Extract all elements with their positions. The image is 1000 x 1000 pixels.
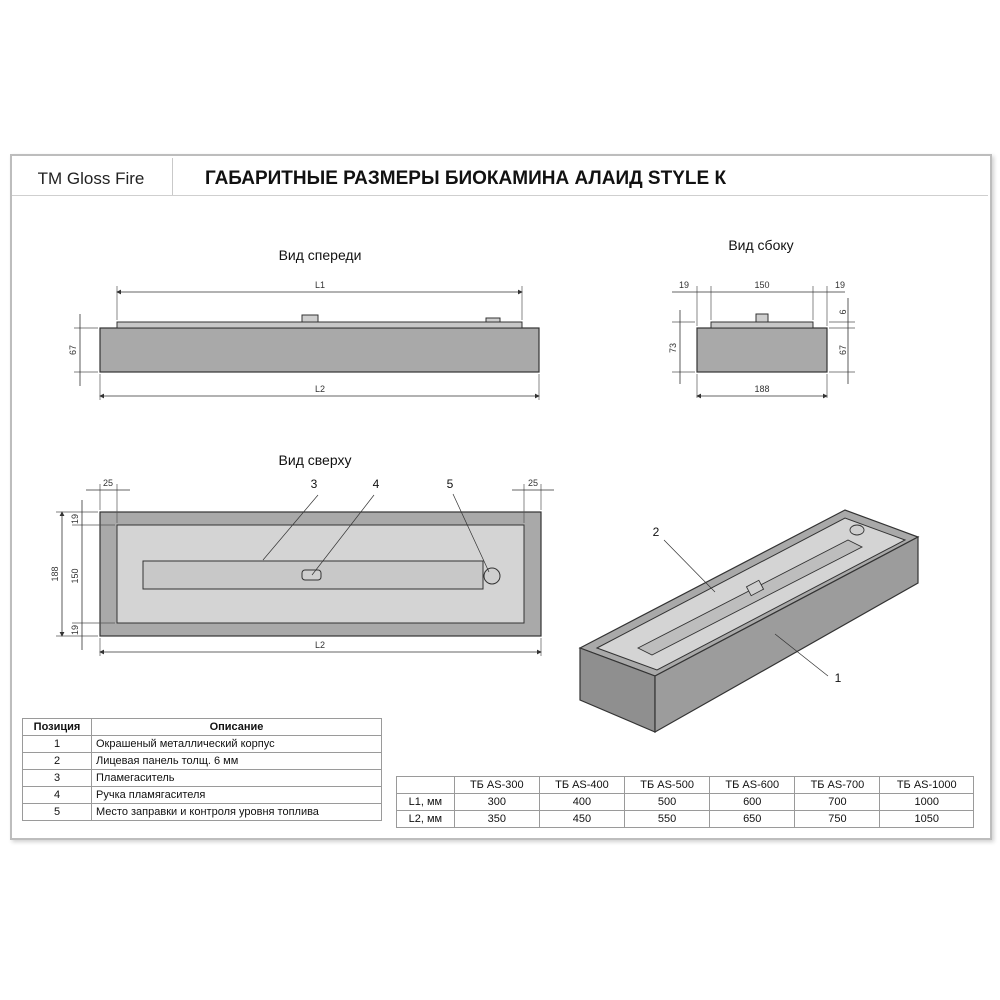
front-body (100, 328, 539, 372)
front-h-label: 67 (68, 344, 78, 356)
table-row (23, 753, 382, 770)
table-cell: 600 (710, 794, 795, 811)
models-table (396, 776, 974, 828)
top-dim-depth: 188 (50, 566, 60, 582)
position-description: Пламегаситель (92, 770, 382, 787)
callout-1-label: 1 (834, 671, 842, 685)
position-description: Место заправки и контроля уровня топлива (92, 804, 382, 821)
position-number: 1 (23, 736, 92, 753)
table-cell: 450 (539, 811, 624, 828)
callout-3-label: 3 (310, 477, 318, 491)
side-body (697, 328, 827, 372)
top-dim-inner: 150 (70, 568, 80, 584)
callout-5-label: 5 (446, 477, 454, 491)
position-description: Окрашеный металлический корпус (92, 736, 382, 753)
top-handle (302, 570, 321, 580)
models-header-model: ТБ AS-700 (795, 777, 880, 794)
position-description: Ручка пламягасителя (92, 787, 382, 804)
models-header-model: ТБ AS-600 (710, 777, 795, 794)
table-row (397, 811, 974, 828)
positions-header-row (23, 719, 382, 736)
callout-4-label: 4 (372, 477, 380, 491)
table-row (23, 804, 382, 821)
side-dim-total: 188 (754, 384, 770, 394)
positions-header-pos: Позиция (23, 719, 92, 736)
positions-table (22, 718, 382, 821)
front-panel (117, 322, 522, 328)
side-handle (756, 314, 768, 322)
table-cell: 750 (795, 811, 880, 828)
table-cell: 1000 (880, 794, 974, 811)
top-filler-cap (484, 568, 500, 584)
position-description: Лицевая панель толщ. 6 мм (92, 753, 382, 770)
table-cell: 550 (625, 811, 710, 828)
table-cell: 400 (539, 794, 624, 811)
top-dim-right: 25 (527, 478, 539, 488)
front-handle (302, 315, 318, 322)
models-header-row (397, 777, 974, 794)
callout-2-label: 2 (652, 525, 660, 539)
top-dim-edge-top: 19 (70, 513, 80, 525)
front-filler-cap (486, 318, 500, 322)
side-dim-height-total: 73 (668, 342, 678, 354)
positions-header-desc: Описание (92, 719, 382, 736)
table-row (23, 736, 382, 753)
side-dim-middle: 150 (754, 280, 770, 290)
table-row (23, 770, 382, 787)
iso-view (580, 510, 918, 732)
position-number: 4 (23, 787, 92, 804)
top-dim-edge-bottom: 19 (70, 624, 80, 636)
side-dim-panel: 6 (838, 309, 848, 315)
table-cell: 300 (454, 794, 539, 811)
side-dim-height-body: 67 (838, 344, 848, 356)
table-cell: 1050 (880, 811, 974, 828)
side-panel (711, 322, 813, 328)
table-row (397, 794, 974, 811)
iso-filler-cap (850, 525, 864, 535)
side-view-label: Вид сбоку (728, 237, 794, 253)
top-l2-label: L2 (314, 640, 326, 650)
top-dim-left: 25 (102, 478, 114, 488)
models-header-model: ТБ AS-500 (625, 777, 710, 794)
table-cell: 350 (454, 811, 539, 828)
table-cell: 700 (795, 794, 880, 811)
top-view-label: Вид сверху (278, 452, 352, 468)
models-header-model: ТБ AS-400 (539, 777, 624, 794)
front-l1-label: L1 (314, 280, 326, 290)
page-title: ГАБАРИТНЫЕ РАЗМЕРЫ БИОКАМИНА АЛАИД STYLE К (205, 168, 727, 189)
position-number: 5 (23, 804, 92, 821)
table-cell: 500 (625, 794, 710, 811)
models-header-model: ТБ AS-300 (454, 777, 539, 794)
row-label: L1, мм (397, 794, 455, 811)
top-view (50, 452, 554, 656)
brand-label: TM Gloss Fire (37, 169, 145, 188)
side-view (668, 237, 855, 398)
side-dim-right: 19 (834, 280, 846, 290)
front-view (68, 247, 539, 400)
table-cell: 650 (710, 811, 795, 828)
side-dim-left: 19 (678, 280, 690, 290)
callout-2-leader (664, 540, 715, 592)
position-number: 2 (23, 753, 92, 770)
row-label: L2, мм (397, 811, 455, 828)
position-number: 3 (23, 770, 92, 787)
models-header-blank (397, 777, 455, 794)
table-row (23, 787, 382, 804)
front-view-label: Вид спереди (278, 247, 362, 263)
models-header-model: ТБ AS-1000 (880, 777, 974, 794)
front-l2-label: L2 (314, 384, 326, 394)
